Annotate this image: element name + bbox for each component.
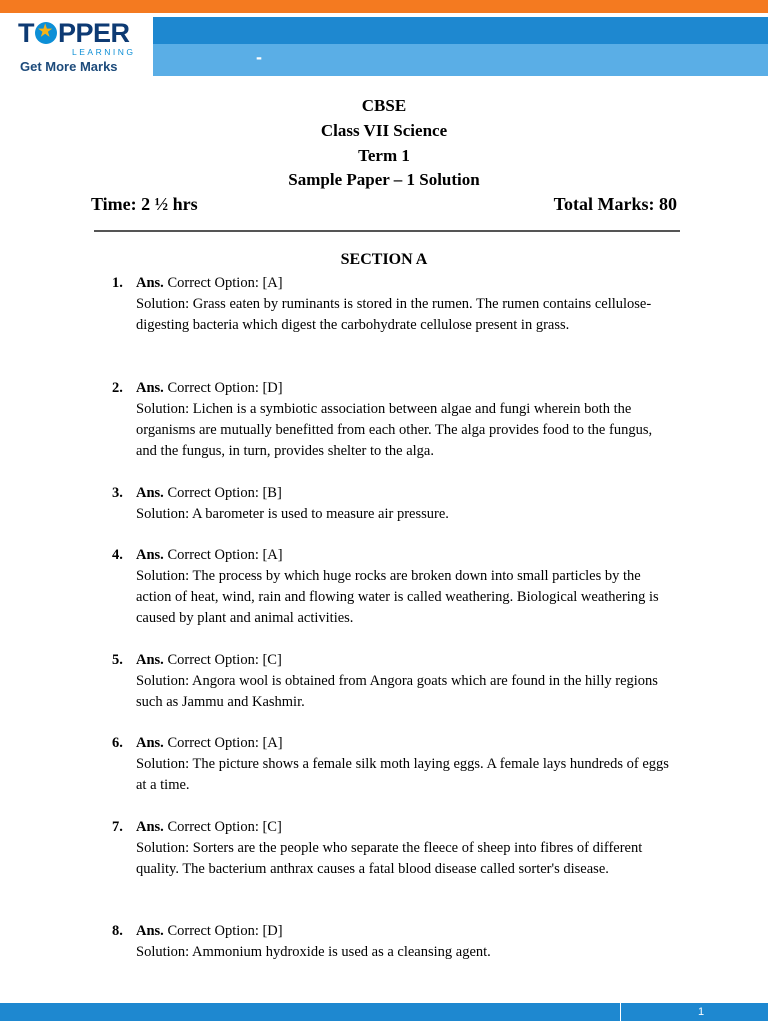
ans-label: Ans. bbox=[136, 735, 164, 751]
header-band-text: - bbox=[256, 47, 262, 67]
logo-subtitle: LEARNING bbox=[72, 47, 136, 57]
answer-item bbox=[112, 817, 672, 880]
paper-title: Sample Paper – 1 Solution bbox=[288, 170, 480, 189]
answer-number: 4. bbox=[112, 547, 123, 563]
answer-option-line bbox=[136, 921, 672, 942]
answer-option: Correct Option: [D] bbox=[163, 380, 283, 396]
answer-solution: Solution: The process by which huge rocks are broken down into small particles by the action of heat, wind, rain and flowing water is called weathering. Biological weathering is caused by plant and animal activities. bbox=[136, 568, 659, 626]
ans-label: Ans. bbox=[136, 275, 164, 291]
answer-option-line bbox=[136, 650, 672, 671]
term-title: Term 1 bbox=[358, 146, 410, 165]
time-label: Time: 2 ½ hrs bbox=[91, 194, 198, 214]
ans-label: Ans. bbox=[136, 547, 164, 563]
answer-number: 2. bbox=[112, 380, 123, 396]
ans-label: Ans. bbox=[136, 652, 164, 668]
ans-label: Ans. bbox=[136, 380, 164, 396]
top-orange-stripe bbox=[0, 0, 768, 13]
star-icon bbox=[35, 22, 57, 44]
answer-solution: Solution: Grass eaten by ruminants is stored in the rumen. The rumen contains cellulose-digesting bacteria which digest the carbohydrate cellulose present in grass. bbox=[136, 296, 652, 333]
answer-option-line bbox=[136, 545, 672, 566]
header-band-light bbox=[153, 44, 768, 76]
answer-solution: Solution: A barometer is used to measure air pressure. bbox=[136, 506, 449, 522]
answer-option: Correct Option: [A] bbox=[163, 735, 283, 751]
class-title: Class VII Science bbox=[320, 121, 448, 140]
board-title: CBSE bbox=[361, 96, 407, 115]
logo-tagline: Get More Marks bbox=[20, 59, 118, 74]
answer-solution: Solution: Lichen is a symbiotic association between algae and fungi wherein both the organisms are mutually benefitted from each other. The alga provides food to the fungus, and the fungus, in turn, provides shelter to the alga. bbox=[136, 401, 653, 459]
answer-option: Correct Option: [D] bbox=[163, 923, 283, 939]
title-divider bbox=[94, 230, 680, 232]
answer-body bbox=[136, 545, 672, 629]
footer-band bbox=[0, 1003, 768, 1021]
ans-label: Ans. bbox=[136, 485, 164, 501]
total-marks-label: Total Marks: 80 bbox=[553, 194, 677, 214]
answer-body bbox=[136, 817, 672, 880]
answer-option-line bbox=[136, 817, 672, 838]
answer-solution: Solution: Angora wool is obtained from Angora goats which are found in the hilly regions such as Jammu and Kashmir. bbox=[136, 673, 658, 710]
answer-item bbox=[112, 483, 672, 525]
answer-number: 1. bbox=[112, 275, 123, 291]
answer-body bbox=[136, 273, 672, 336]
header-band-dark bbox=[153, 17, 768, 44]
answer-option: Correct Option: [C] bbox=[163, 819, 282, 835]
answer-number: 7. bbox=[112, 819, 123, 835]
answer-option: Correct Option: [B] bbox=[163, 485, 282, 501]
answer-option: Correct Option: [A] bbox=[163, 275, 283, 291]
answer-body bbox=[136, 733, 672, 796]
answer-option: Correct Option: [C] bbox=[163, 652, 282, 668]
answer-option-line bbox=[136, 378, 672, 399]
answer-number: 5. bbox=[112, 652, 123, 668]
answer-body bbox=[136, 378, 672, 462]
answer-solution: Solution: Sorters are the people who separate the fleece of sheep into fibres of different quality. The bacterium anthrax causes a fatal blood disease called sorter's disease. bbox=[136, 840, 643, 877]
answer-number: 6. bbox=[112, 735, 123, 751]
answer-number: 8. bbox=[112, 923, 123, 939]
footer-divider bbox=[620, 1003, 621, 1021]
answer-item bbox=[112, 921, 672, 963]
answer-option: Correct Option: [A] bbox=[163, 547, 283, 563]
section-heading: SECTION A bbox=[340, 251, 428, 268]
answer-item bbox=[112, 273, 672, 336]
answer-body bbox=[136, 483, 672, 525]
answer-number: 3. bbox=[112, 485, 123, 501]
answer-solution: Solution: Ammonium hydroxide is used as a cleansing agent. bbox=[136, 944, 491, 960]
answer-option-line bbox=[136, 483, 672, 504]
page-number: 1 bbox=[698, 1006, 705, 1018]
answer-body bbox=[136, 650, 672, 713]
logo-wordmark: T★ PPER bbox=[18, 18, 130, 48]
answer-solution: Solution: The picture shows a female silk moth laying eggs. A female lays hundreds of eggs at a time. bbox=[136, 756, 669, 793]
answer-item bbox=[112, 378, 672, 462]
answer-option-line bbox=[136, 733, 672, 754]
answer-body bbox=[136, 921, 672, 963]
answer-option-line bbox=[136, 273, 672, 294]
answer-item bbox=[112, 650, 672, 713]
answer-item bbox=[112, 733, 672, 796]
answer-item bbox=[112, 545, 672, 629]
topper-logo bbox=[18, 18, 136, 76]
ans-label: Ans. bbox=[136, 819, 164, 835]
ans-label: Ans. bbox=[136, 923, 164, 939]
